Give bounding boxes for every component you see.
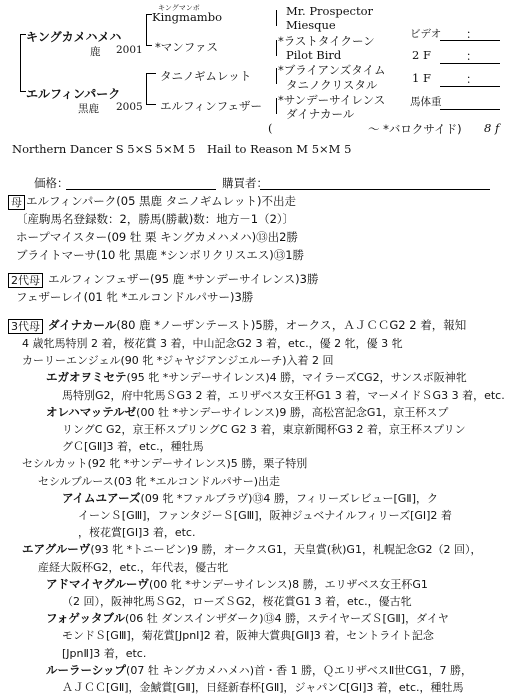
sire-color: 鹿 xyxy=(90,46,101,58)
third-dam-name: ダイナカール xyxy=(48,318,117,332)
descendant-line xyxy=(38,472,280,491)
two-furlong-label: 2 F xyxy=(412,48,431,62)
dam-tag: 母 xyxy=(8,195,25,210)
descendant-line xyxy=(62,592,412,611)
sire-name: キングカメハメハ xyxy=(26,30,122,44)
descendant-record: 4 歳牝馬特別 2 着，桜花賞 3 着，中山記念G2 3 着，etc.，優 2 牝，優 3 牝 xyxy=(22,337,403,350)
descendant-line xyxy=(46,368,467,387)
second-dam-line: エルフィンフェザー(95 鹿 *サンデーサイレンス)3勝 xyxy=(48,272,319,286)
descendant-name: オレハマッテルゼ xyxy=(46,404,137,419)
dam-dam-name: エルフィンフェザー xyxy=(160,99,263,113)
buyer-label: 購買者： xyxy=(222,176,268,190)
descendant-line xyxy=(22,351,334,370)
second-dam-line: フェザーレイ(01 牝 *エルコンドルパサー)3勝 xyxy=(16,290,254,304)
descendant-record: (95 牝 *サンデーサイレンス)4 勝，マイラーズCG2，サンスポ阪神牝 xyxy=(126,371,467,385)
descendant-record: (00 牡 *サンデーサイレンス)9 勝，高松宮記念G1，京王杯スプ xyxy=(136,405,449,419)
descendant-record: (09 牝 *ファルブラヴ)⑬4 勝，フィリーズレビュー[GⅡ]，ク xyxy=(140,491,438,505)
descendant-line xyxy=(22,334,403,353)
descendant-record: カーリーエンジェル(90 牝 *ジャヤジアンジエルーチ)入着 2 回 xyxy=(22,354,334,368)
descendant-name: アドマイヤグルーヴ xyxy=(46,576,149,591)
ggsire-3: *ブライアンズタイム xyxy=(278,63,386,77)
descendant-record: モンドＳ[GⅢ]，菊花賞[JpnⅠ]2 着，阪神大賞典[GⅡ]3 着，セントライト記念 xyxy=(62,629,434,643)
descendant-line xyxy=(38,558,228,577)
descendant-record: イーンＳ[GⅢ]，ファンタジーＳ[GⅢ]，阪神ジュベナイルフィリーズ[GⅠ]2 着 xyxy=(78,509,452,522)
descendant-record: (93 牝 *トニービン)9 勝，オークスG1，天皇賞(秋)G1，札幌記念G2（2 回）， xyxy=(90,543,482,557)
descendant-record: （2 回），阪神牝馬ＳG2，ローズＳG2，桜花賞G1 3 着，etc.，優古牝 xyxy=(62,595,412,608)
descendant-record: グＣ[GⅡ]3 着，etc.，種牡馬 xyxy=(62,440,204,454)
sire-sire-furigana: キングマンボ xyxy=(158,4,200,12)
dam-name: エルフィンパーク xyxy=(26,87,121,101)
third-dam-first-line: ダイナカール(80 鹿 *ノーザンテースト)5勝，オークス，ＡＪＣＣG2 2 着，報知 xyxy=(48,318,467,332)
descendant-record: [JpnⅡ]3 着，etc. xyxy=(62,646,147,660)
descendant-line xyxy=(22,454,307,473)
descendant-record: (06 牡 ダンスインザダーク)⑬4 勝，ステイヤーズＳ[GⅡ]，ダイヤ xyxy=(125,612,449,626)
descendant-record: (07 牡 キングカメハメハ)首・香 1 勝，ＱエリザベスⅡ世CG1，7 勝， xyxy=(126,663,472,677)
descendant-record: セシルブルース(03 牝 *エルコンドルパサー)出走 xyxy=(38,474,281,488)
descendant-line xyxy=(62,489,438,508)
descendant-record: ，桜花賞[GⅠ]3 着，etc. xyxy=(78,526,196,540)
descendant-name: エガオヲミセテ xyxy=(46,370,127,385)
descendant-record: リングC G2，京王杯スプリングC G2 3 着，東京新聞杯G3 2 着，京王杯スプリン xyxy=(62,423,466,436)
paren-open: ( xyxy=(268,121,273,135)
descendant-line xyxy=(62,678,464,697)
family-root: ～ *バロクサイド) xyxy=(368,122,462,136)
dam-sire-name: タニノギムレット xyxy=(160,69,252,83)
weight-label: 馬体重 xyxy=(410,96,442,108)
third-dam-tag: 3代母 xyxy=(8,319,43,334)
ggsire-2: *ラストタイクーン xyxy=(278,34,375,48)
ggdam-2: Pilot Bird xyxy=(286,48,342,62)
dam-line: ブライトマーサ(10 牝 黒鹿 *シンボリクリスエス)⑬1勝 xyxy=(16,248,305,262)
descendant-line xyxy=(46,609,449,628)
ggsire-1: Mr. Prospector xyxy=(286,4,374,18)
ggsire-4: *サンデーサイレンス xyxy=(278,93,386,107)
dam-line: ホープマイスター(09 牡 栗 キングカメハメハ)⑬出2勝 xyxy=(16,230,298,244)
sire-sire-name: Kingmambo xyxy=(152,10,222,24)
dam-line: 〔産駒馬名登録数：2，勝馬(勝載)数：地方－1（2）〕 xyxy=(16,212,295,226)
inbreeding-note: Northern Dancer S 5×S 5×M 5 Hail to Reason M 5×M 5 xyxy=(12,142,352,156)
descendant-line xyxy=(78,506,452,525)
descendant-name: フォゲッタブル xyxy=(46,611,126,626)
descendant-line xyxy=(62,644,146,663)
second-dam-tag: 2代母 xyxy=(8,273,43,288)
descendant-line xyxy=(46,403,448,422)
sire-year: 2001 xyxy=(116,44,143,56)
family-number: 8 f xyxy=(484,121,500,135)
descendant-line xyxy=(62,626,434,645)
descendant-record: セシルカット(92 牝 *サンデーサイレンス)5 勝，栗子特別 xyxy=(22,457,308,471)
descendant-line xyxy=(46,661,472,680)
descendant-name: アイムユアーズ xyxy=(62,490,141,505)
descendant-record: (00 牝 *サンデーサイレンス)8 勝，エリザベス女王杯G1 xyxy=(148,577,428,591)
descendant-name: ルーラーシップ xyxy=(46,662,127,677)
descendant-line xyxy=(22,540,481,559)
descendant-record: ＡＪＣＣ[GⅡ]，金鯱賞[GⅡ]，日経新春杯[GⅡ]，ジャパンC[GⅠ]3 着，etc.，種牡馬 xyxy=(62,681,464,694)
video-label: ビデオ xyxy=(410,28,442,40)
descendant-line xyxy=(62,420,466,439)
descendant-line xyxy=(62,386,505,405)
dam-year: 2005 xyxy=(116,101,143,113)
ggdam-3: タニノクリスタル xyxy=(286,78,378,92)
ggdam-4: ダイナカール xyxy=(286,107,355,121)
descendant-record: 産経大阪杯G2，etc.，年代表，優古牝 xyxy=(38,560,229,574)
descendant-record: 馬特別G2，府中牝馬ＳG3 2 着，エリザベス女王杯G1 3 着，マーメイドＳG3 3 着，etc. xyxy=(62,388,505,402)
sire-dam-name: *マンファス xyxy=(155,40,219,54)
dam-line: エルフィンパーク(05 黒鹿 タニノギムレット)不出走 xyxy=(26,194,296,208)
descendant-line xyxy=(78,523,195,542)
dam-color: 黒鹿 xyxy=(78,103,99,115)
one-furlong-label: 1 F xyxy=(412,71,431,85)
descendant-name: エアグルーヴ xyxy=(22,542,91,557)
descendant-line xyxy=(46,575,428,594)
descendant-line xyxy=(62,437,204,456)
ggdam-1: Miesque xyxy=(286,18,336,32)
price-label: 価格： xyxy=(34,176,69,190)
